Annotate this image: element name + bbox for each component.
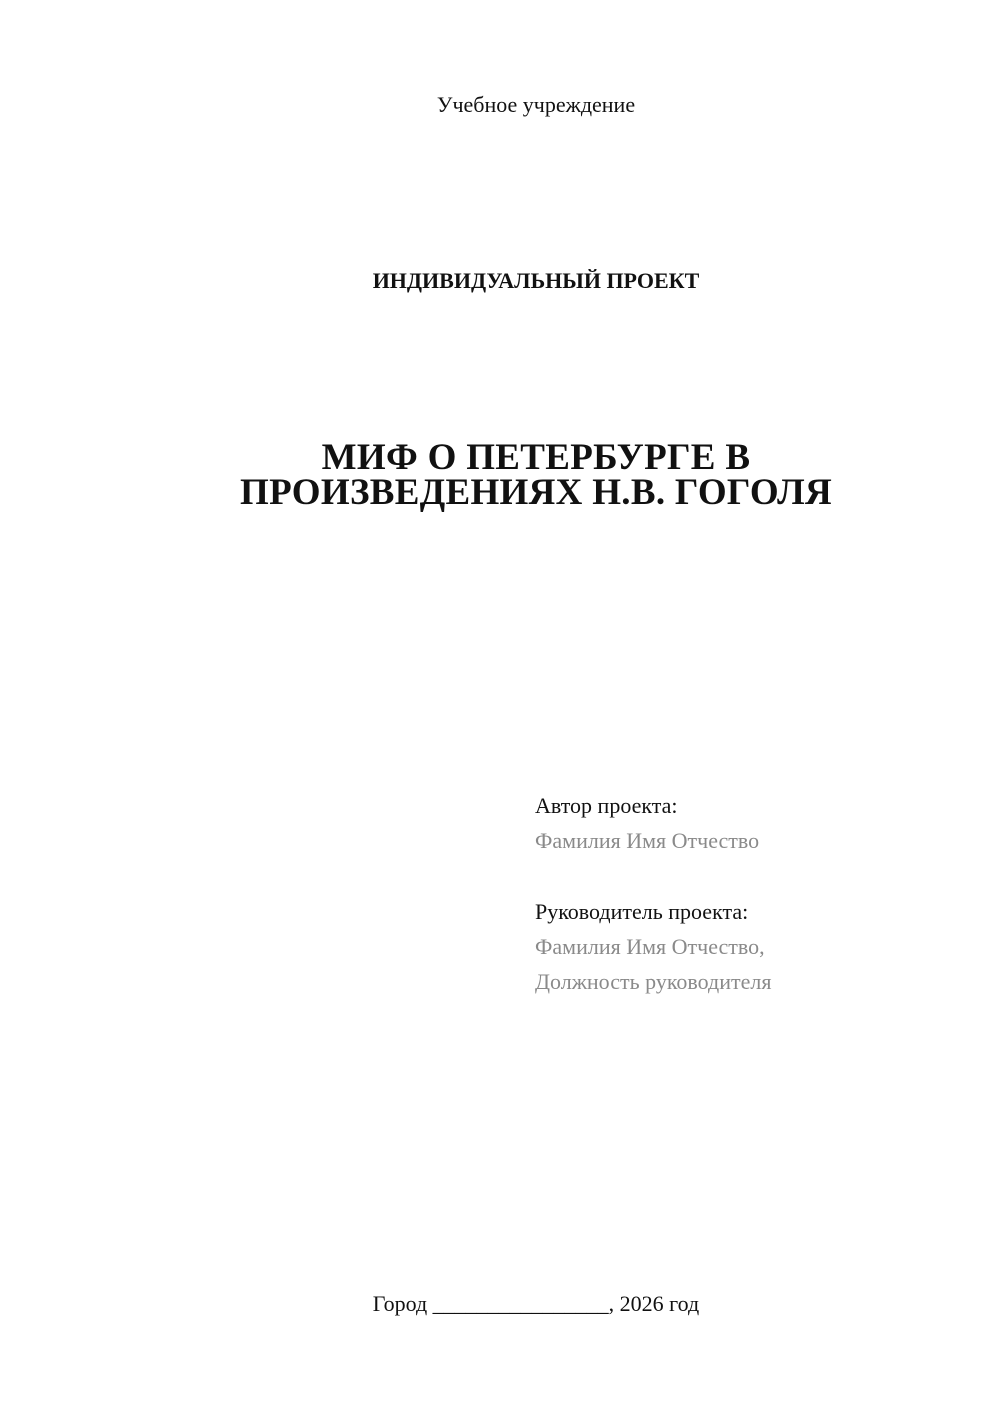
supervisor-position: Должность руководителя <box>535 969 772 994</box>
document-title-line-2: ПРОИЗВЕДЕНИЯХ Н.В. ГОГОЛЯ <box>240 472 832 513</box>
document-title <box>0 437 1000 513</box>
city-year-footer: Город ________________, 2026 год <box>372 1291 700 1316</box>
signature-block <box>535 788 975 999</box>
author-label: Автор проекта: <box>535 793 678 818</box>
document-type-label: ИНДИВИДУАЛЬНЫЙ ПРОЕКТ <box>372 268 700 293</box>
supervisor-name: Фамилия Имя Отчество, <box>535 934 765 959</box>
signature-spacer <box>535 858 975 894</box>
document-title-line-1: МИФ О ПЕТЕРБУРГЕ В <box>321 437 751 478</box>
author-name: Фамилия Имя Отчество <box>535 828 760 853</box>
institution-name: Учебное учреждение <box>436 92 636 117</box>
supervisor-label: Руководитель проекта: <box>535 899 749 924</box>
